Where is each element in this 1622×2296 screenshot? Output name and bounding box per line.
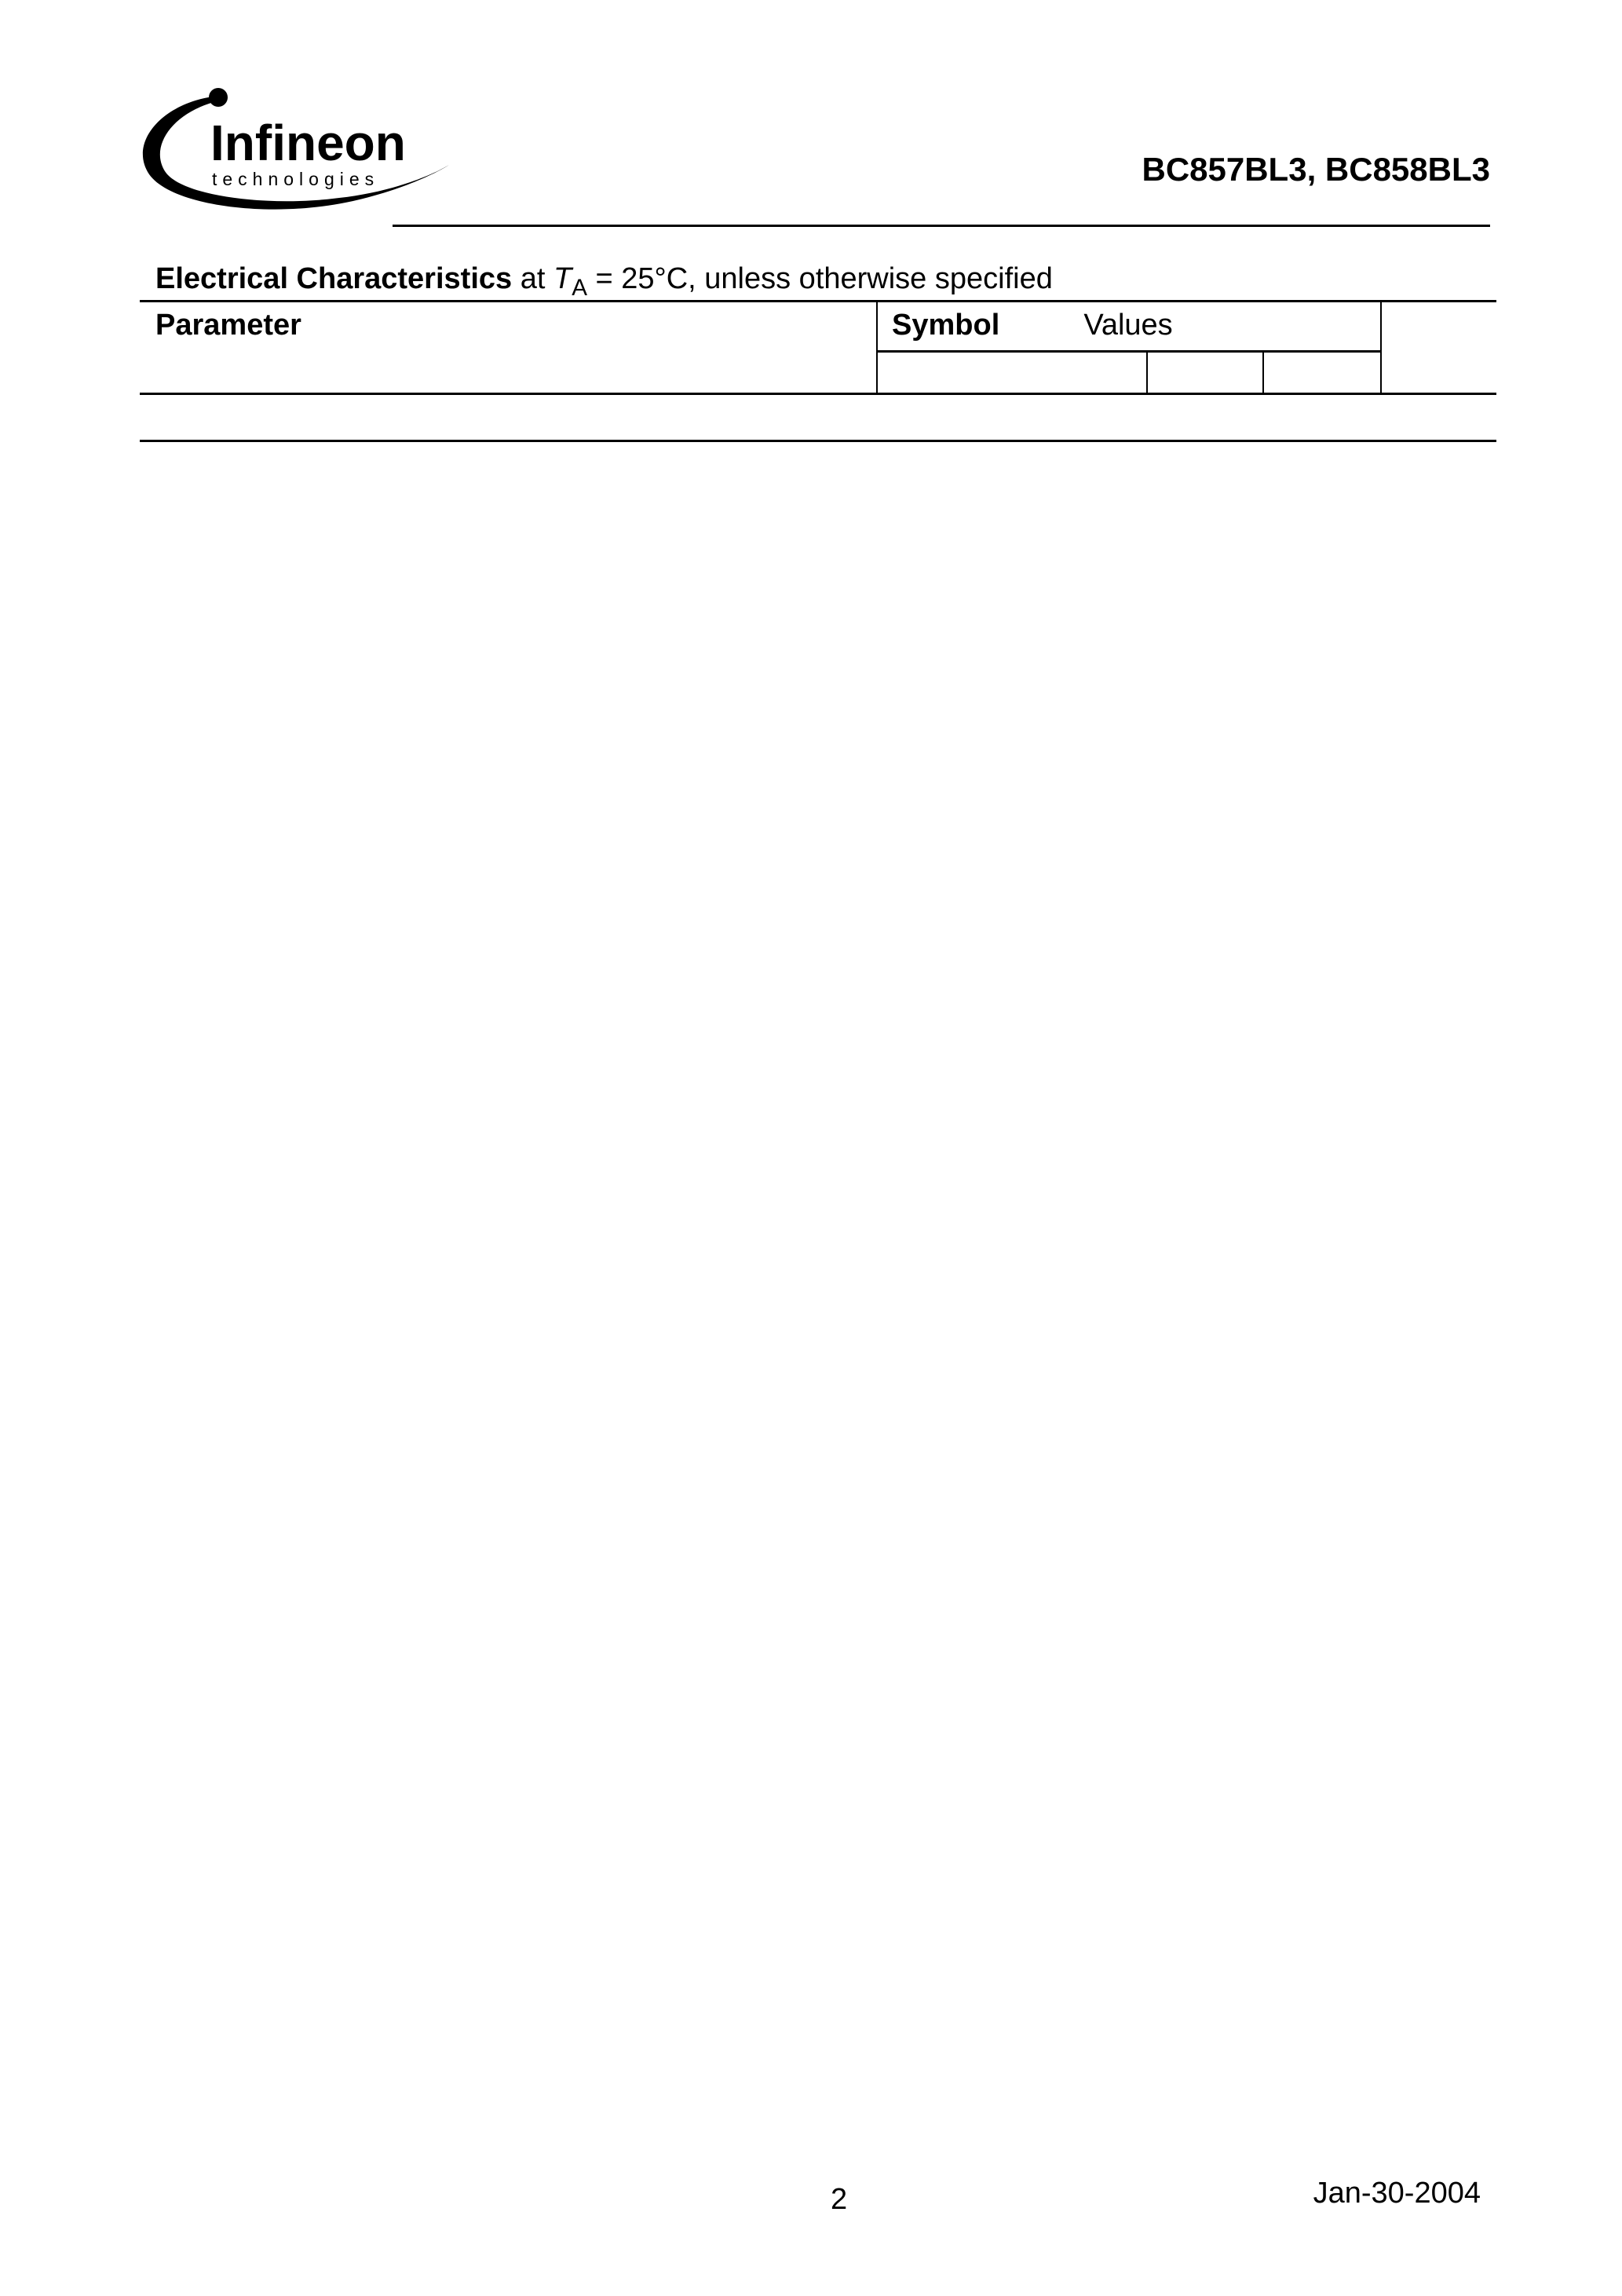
section-bottom-rule (140, 440, 1496, 442)
table-top-rule (140, 300, 1496, 302)
header-vline-max (1262, 350, 1264, 393)
header-bottom-rule (140, 393, 1496, 395)
logo-wordmark: Infineon (210, 115, 406, 171)
header-symbol: Symbol (892, 309, 1000, 342)
table-caption: Electrical Characteristics at $T_A = 25^\circ C$, unless otherwise specified (155, 262, 1053, 301)
logo-subtitle: technologies (212, 169, 380, 189)
page-number: 2 (831, 2183, 848, 2216)
part-title: BC857BL3, BC858BL3 (1142, 151, 1490, 188)
header-vline-typ (1146, 350, 1148, 393)
header-rule (393, 225, 1490, 227)
infineon-logo (133, 79, 463, 236)
values-subheader-rule (878, 350, 1380, 353)
infineon-logo-mark (133, 79, 463, 236)
header-parameter: Parameter (155, 309, 301, 342)
header-values: Values (1083, 309, 1173, 342)
header-vline-unit (1380, 300, 1382, 393)
document-date: Jan-30-2004 (1313, 2177, 1481, 2210)
